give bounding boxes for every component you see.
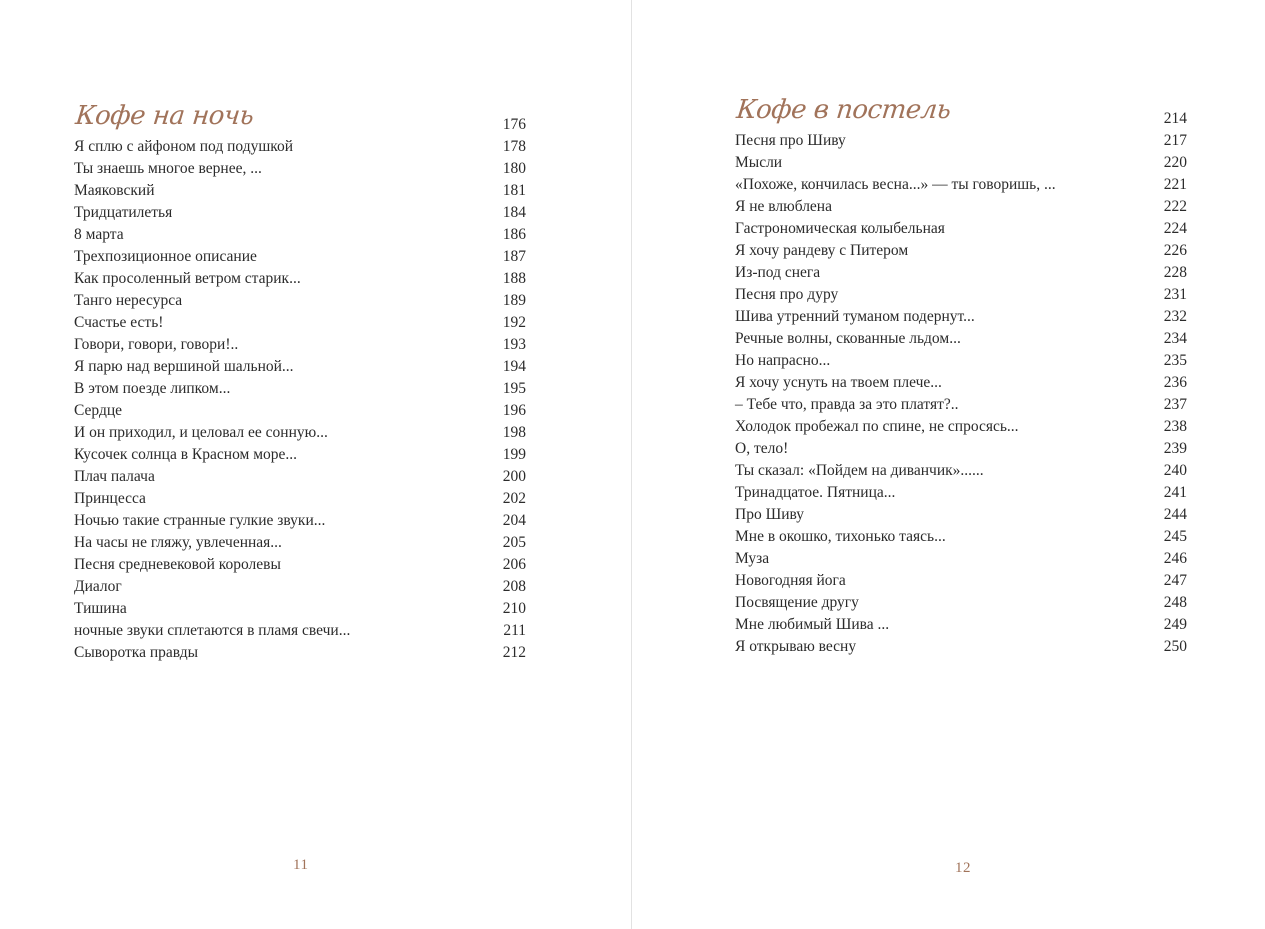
section-heading-row — [74, 103, 526, 136]
toc-entry — [74, 246, 526, 268]
toc-entry-page-number: 186 — [502, 226, 526, 243]
toc-entry — [735, 482, 1187, 504]
section-page-number: 176 — [502, 116, 526, 133]
toc-entry — [735, 416, 1187, 438]
toc-entry-page-number: 210 — [502, 600, 526, 617]
toc-entry-page-number: 196 — [502, 402, 526, 419]
toc-entry — [74, 488, 526, 510]
toc-entry-page-number: 235 — [1163, 352, 1187, 369]
toc-entry-page-number: 212 — [502, 644, 526, 661]
toc-entry-title: Мысли — [735, 154, 783, 171]
toc-entry-title: Ты знаешь многое вернее, ... — [74, 160, 262, 177]
left-page — [0, 0, 631, 929]
toc-entry — [735, 438, 1187, 460]
section-title: Кофе в постель — [735, 95, 953, 125]
toc-entry-page-number: 178 — [502, 138, 526, 155]
toc-entry-page-number: 217 — [1163, 132, 1187, 149]
toc-entry — [74, 312, 526, 334]
toc-entry-page-number: 245 — [1163, 528, 1187, 545]
toc-entry-page-number: 198 — [502, 424, 526, 441]
toc-entry-title: Я парю над вершиной шальной... — [74, 358, 294, 375]
toc-entry — [74, 158, 526, 180]
toc-entry-page-number: 195 — [502, 380, 526, 397]
toc-entry-title: Тишина — [74, 600, 127, 617]
toc-entry — [74, 620, 526, 642]
toc-entry-title: – Тебе что, правда за это платят?.. — [735, 396, 959, 413]
toc-entry-title: Счастье есть! — [74, 314, 164, 331]
toc-entry-page-number: 180 — [502, 160, 526, 177]
toc-entry — [735, 350, 1187, 372]
toc-entry — [74, 136, 526, 158]
page-number-left: 11 — [293, 857, 309, 873]
toc-entry — [74, 378, 526, 400]
toc-entry-title: Холодок пробежал по спине, не спросясь... — [735, 418, 1019, 435]
toc-entry-page-number: 247 — [1163, 572, 1187, 589]
toc-entry — [74, 466, 526, 488]
toc-list-left — [74, 103, 526, 664]
toc-entry-page-number: 221 — [1163, 176, 1187, 193]
toc-entry-title: О, тело! — [735, 440, 789, 457]
toc-entry-page-number: 184 — [502, 204, 526, 221]
toc-entry — [735, 218, 1187, 240]
toc-entry — [735, 372, 1187, 394]
toc-entry-title: Тринадцатое. Пятница... — [735, 484, 896, 501]
toc-entry — [74, 444, 526, 466]
toc-entry-page-number: 239 — [1163, 440, 1187, 457]
toc-entry-page-number: 222 — [1163, 198, 1187, 215]
toc-entry-title: Трехпозиционное описание — [74, 248, 257, 265]
toc-entry-title: Песня про дуру — [735, 286, 839, 303]
toc-entry — [735, 130, 1187, 152]
toc-entry-page-number: 205 — [502, 534, 526, 551]
toc-entry — [74, 180, 526, 202]
toc-entry-page-number: 248 — [1163, 594, 1187, 611]
toc-entry-title: Маяковский — [74, 182, 155, 199]
toc-entry-page-number: 204 — [502, 512, 526, 529]
toc-entry-title: Плач палача — [74, 468, 155, 485]
toc-entry-title: 8 марта — [74, 226, 124, 243]
toc-entry — [74, 576, 526, 598]
section-title: Кофе на ночь — [74, 101, 255, 131]
toc-entry — [74, 510, 526, 532]
toc-entry-title: Про Шиву — [735, 506, 805, 523]
toc-entry-title: Посвящение другу — [735, 594, 859, 611]
toc-entry-page-number: 224 — [1163, 220, 1187, 237]
toc-entry-title: Песня средневековой королевы — [74, 556, 281, 573]
toc-entry — [735, 614, 1187, 636]
toc-entry-title: Кусочек солнца в Красном море... — [74, 446, 298, 463]
toc-entry — [735, 526, 1187, 548]
toc-entry-page-number: 202 — [502, 490, 526, 507]
toc-entry-page-number: 244 — [1163, 506, 1187, 523]
toc-entry-page-number: 238 — [1163, 418, 1187, 435]
toc-entry-title: Я хочу уснуть на твоем плече... — [735, 374, 942, 391]
toc-entry-title: Принцесса — [74, 490, 146, 507]
toc-entry — [735, 460, 1187, 482]
toc-entry — [74, 422, 526, 444]
toc-entry-page-number: 188 — [502, 270, 526, 287]
toc-entry — [735, 284, 1187, 306]
toc-entry — [735, 152, 1187, 174]
toc-entry — [735, 592, 1187, 614]
toc-entry-title: И он приходил, и целовал ее сонную... — [74, 424, 328, 441]
toc-entry — [74, 334, 526, 356]
toc-entry — [735, 504, 1187, 526]
toc-entry — [74, 642, 526, 664]
toc-entry-page-number: 240 — [1163, 462, 1187, 479]
toc-entry-title: «Похоже, кончилась весна...» — ты говоришь, ... — [735, 176, 1056, 193]
toc-entry-title: Сыворотка правды — [74, 644, 198, 661]
toc-entry-title: Танго нересурса — [74, 292, 183, 309]
toc-entry-page-number: 246 — [1163, 550, 1187, 567]
toc-entry-title: Муза — [735, 550, 770, 567]
toc-entry-title: Как просоленный ветром старик... — [74, 270, 301, 287]
toc-entry-title: Диалог — [74, 578, 122, 595]
toc-entry-title: Сердце — [74, 402, 123, 419]
right-page — [632, 0, 1265, 929]
toc-entry-title: Я открываю весну — [735, 638, 857, 655]
toc-entry — [74, 532, 526, 554]
toc-entry-title: На часы не гляжу, увлеченная... — [74, 534, 282, 551]
toc-entry — [735, 548, 1187, 570]
toc-entry — [735, 262, 1187, 284]
toc-entry-page-number: 194 — [502, 358, 526, 375]
page-number-right: 12 — [955, 860, 971, 876]
toc-entry — [735, 570, 1187, 592]
toc-entry — [74, 290, 526, 312]
toc-entry — [735, 328, 1187, 350]
toc-entry-title: Ночью такие странные гулкие звуки... — [74, 512, 326, 529]
toc-entry-page-number: 232 — [1163, 308, 1187, 325]
toc-entry-title: Из-под снега — [735, 264, 821, 281]
toc-entry-page-number: 187 — [502, 248, 526, 265]
toc-entry — [74, 224, 526, 246]
toc-entry-title: Гастрономическая колыбельная — [735, 220, 945, 237]
toc-entry — [74, 554, 526, 576]
toc-entry-page-number: 189 — [502, 292, 526, 309]
toc-entry-page-number: 211 — [503, 622, 526, 639]
toc-entry-page-number: 206 — [502, 556, 526, 573]
section-heading-row — [735, 97, 1187, 130]
toc-entry — [74, 268, 526, 290]
toc-entry — [735, 196, 1187, 218]
toc-entry — [74, 598, 526, 620]
toc-entry-page-number: 226 — [1163, 242, 1187, 259]
toc-entry-title: Мне в окошко, тихонько таясь... — [735, 528, 946, 545]
toc-entry-page-number: 231 — [1163, 286, 1187, 303]
toc-entry-page-number: 237 — [1163, 396, 1187, 413]
toc-entry-page-number: 228 — [1163, 264, 1187, 281]
toc-entry-page-number: 241 — [1163, 484, 1187, 501]
toc-entry-page-number: 236 — [1163, 374, 1187, 391]
toc-entry-title: Я хочу рандеву с Питером — [735, 242, 909, 259]
toc-entry-title: В этом поезде липком... — [74, 380, 231, 397]
toc-entry-title: Тридцатилетья — [74, 204, 173, 221]
toc-entry-page-number: 193 — [502, 336, 526, 353]
toc-entry-page-number: 249 — [1163, 616, 1187, 633]
toc-entry-page-number: 199 — [502, 446, 526, 463]
toc-entry-title: Песня про Шиву — [735, 132, 846, 149]
toc-entry — [74, 356, 526, 378]
toc-entry-title: Ты сказал: «Пойдем на диванчик»...... — [735, 462, 984, 479]
toc-entry — [735, 240, 1187, 262]
toc-entry — [735, 636, 1187, 658]
toc-entry-title: Я не влюблена — [735, 198, 832, 215]
section-page-number: 214 — [1163, 110, 1187, 127]
toc-entry-page-number: 220 — [1163, 154, 1187, 171]
toc-entry — [735, 174, 1187, 196]
toc-entry-title: Говори, говори, говори!.. — [74, 336, 239, 353]
toc-entry-page-number: 208 — [502, 578, 526, 595]
toc-entry-title: ночные звуки сплетаются в пламя свечи... — [74, 622, 351, 639]
toc-entry-page-number: 192 — [502, 314, 526, 331]
toc-entry — [74, 202, 526, 224]
toc-entry — [735, 306, 1187, 328]
toc-entry-title: Речные волны, скованные льдом... — [735, 330, 961, 347]
toc-entry — [735, 394, 1187, 416]
toc-entry-title: Мне любимый Шива ... — [735, 616, 890, 633]
toc-list-right — [735, 97, 1187, 658]
toc-entry-title: Новогодняя йога — [735, 572, 846, 589]
toc-entry-title: Шива утренний туманом подернут... — [735, 308, 975, 325]
toc-entry — [74, 400, 526, 422]
toc-entry-page-number: 250 — [1163, 638, 1187, 655]
toc-entry-title: Я сплю с айфоном под подушкой — [74, 138, 294, 155]
toc-entry-page-number: 200 — [502, 468, 526, 485]
toc-entry-page-number: 181 — [502, 182, 526, 199]
toc-entry-page-number: 234 — [1163, 330, 1187, 347]
toc-entry-title: Но напрасно... — [735, 352, 831, 369]
